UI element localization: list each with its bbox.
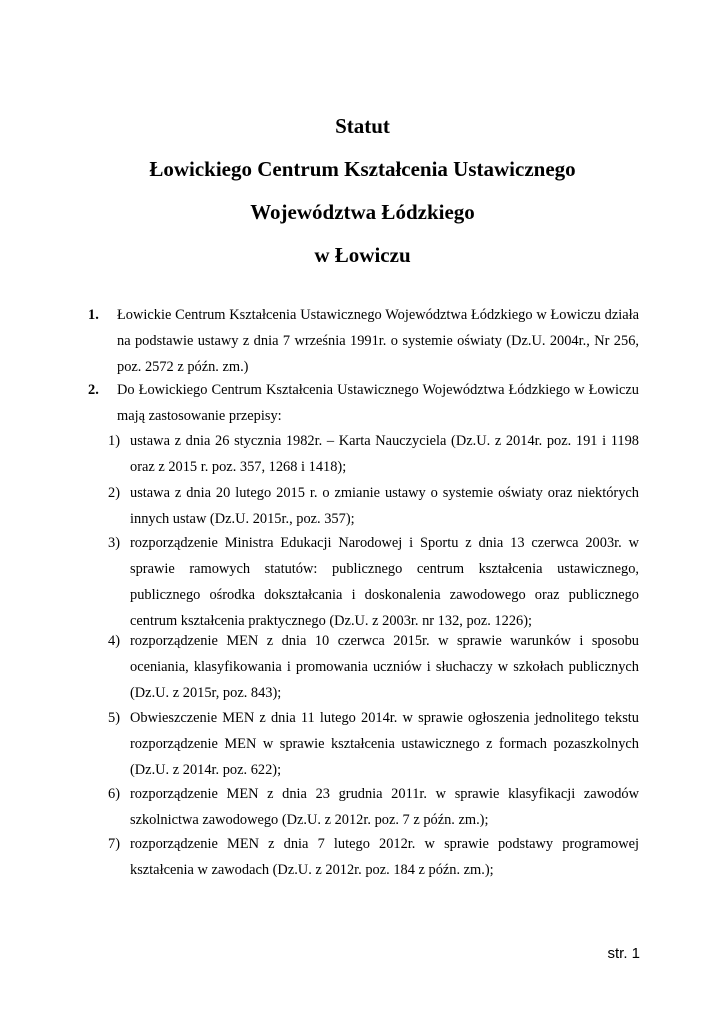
list-item: rozporządzenie MEN z dnia 10 czerwca 2015r. w sprawie warunków i sposobu oceniania, klasyfikowania i promowania uczniów i słuchaczy w szkołach publicznych (Dz.U. z 2015r, poz. 843); (130, 633, 639, 701)
list-item-number: 2) (108, 485, 120, 501)
paragraph-number: 2. (88, 382, 99, 398)
list-item-number: 7) (108, 836, 120, 852)
city-name: w Łowiczu (314, 243, 411, 267)
list-item: ustawa z dnia 20 lutego 2015 r. o zmianie ustawy o systemie oświaty oraz niektórych innych ustaw (Dz.U. 2015r., poz. 357); (130, 485, 639, 527)
page-number: str. 1 (607, 945, 640, 962)
list-item: rozporządzenie MEN z dnia 23 grudnia 2011r. w sprawie klasyfikacji zawodów szkolnictwa zawodowego (Dz.U. z 2012r. poz. 7 z późn. zm.); (130, 786, 639, 828)
list-item: Obwieszczenie MEN z dnia 11 lutego 2014r. w sprawie ogłoszenia jednolitego tekstu rozporządzenie MEN w sprawie kształcenia ustawicznego z formach pozaszkolnych (Dz.U. z 2014r. poz. 622); (130, 710, 639, 778)
institution-name: Łowickiego Centrum Kształcenia Ustawicznego (149, 157, 576, 181)
list-item: rozporządzenie MEN z dnia 7 lutego 2012r. w sprawie podstawy programowej kształcenia w zawodach (Dz.U. z 2012r. poz. 184 z późn. zm.); (130, 836, 639, 878)
list-item-number: 1) (108, 433, 120, 449)
paragraph-number: 1. (88, 307, 99, 323)
list-item-number: 3) (108, 535, 120, 551)
list-item-number: 6) (108, 786, 120, 802)
list-item: ustawa z dnia 26 stycznia 1982r. – Karta Nauczyciela (Dz.U. z 2014r. poz. 191 i 1198 oraz z 2015 r. poz. 357, 1268 i 1418); (130, 433, 639, 475)
voivodeship-name: Województwa Łódzkiego (250, 200, 475, 224)
document-title: Statut (335, 114, 390, 138)
list-item-number: 4) (108, 633, 120, 649)
paragraph-text: Łowickie Centrum Kształcenia Ustawicznego Województwa Łódzkiego w Łowiczu działa na podstawie ustawy z dnia 7 września 1991r. o systemie oświaty (Dz.U. 2004r., Nr 256, poz. 2572 z późn. zm.) (117, 307, 639, 375)
list-item: rozporządzenie Ministra Edukacji Narodowej i Sportu z dnia 13 czerwca 2003r. w sprawie ramowych statutów: publicznego centrum kształcenia ustawicznego, publicznego ośrodka dokształcania i doskonalenia zawodowego oraz publicznego centrum kształcenia praktycznego (Dz.U. z 2003r. nr 132, poz. 1226); (130, 535, 639, 629)
paragraph-text: Do Łowickiego Centrum Kształcenia Ustawicznego Województwa Łódzkiego w Łowiczu mają zastosowanie przepisy: (117, 382, 639, 424)
list-item-number: 5) (108, 710, 120, 726)
